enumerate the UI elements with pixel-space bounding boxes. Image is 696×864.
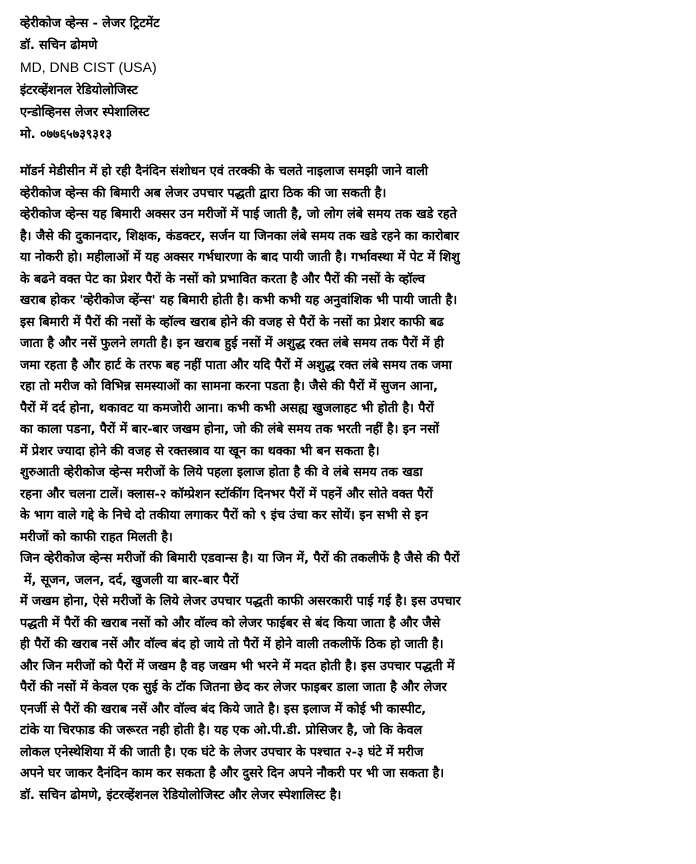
body-line: खराब होकर 'व्हेरीकोज व्हेंन्स' यह बिमारी होती है। कभी कभी यह अनुवांशिक भी पायी जाती है। [20, 292, 458, 308]
section-gap [20, 145, 688, 160]
body-line: जाता है और नसें फुलने लगती है। इन खराब हुई नसों में अशुद्ध रक्त लंबे समय तक पैरों में ही [20, 335, 444, 351]
article-body [20, 160, 688, 805]
body-line: या नोकरी हो। महीलाओं में यह अक्सर गर्भधारणा के बाद पायी जाती है। गर्भावस्था में पेट में शिशु [20, 249, 460, 265]
body-line: ही पैरों की खराब नसें और वॉल्व बंद हो जाये तो पैरों में होने वाली तकलीफें ठिक हो जाती है। [20, 636, 444, 652]
body-line: के बढने वक्त पेट का प्रेशर पैरों के नसों को प्रभावित करता है और पैरों की नसों के व्हॉल्व [20, 270, 425, 286]
body-line: रहना और चलना टालें। क्लास-२ कॉम्प्रेशन स्टॉकींग दिनभर पैरों में पहनें और सोते वक्त पैरों [20, 485, 433, 501]
body-line: में, सूजन, जलन, दर्द, खुजली या बार-बार पैरों [24, 571, 239, 587]
body-line: है। जैसे की दुकानदार, शिक्षक, कंडक्टर, सर्जन या जिनका लंबे समय तक खडे रहने का कारोबार [20, 227, 460, 243]
body-line: पद्धती में पैरों की खराब नसों को और वॉल्व को लेजर फाईबर से बंद किया जाता है और जैसे [20, 614, 441, 630]
body-line: का काला पडना, पैरों में बार-बार जखम होना, जो की लंबे समय तक भरती नहीं है। इन नसों [20, 421, 440, 437]
body-line: पैरों में दर्द होना, थकावट या कमजोरी आना। कभी कभी असह्य खुजलाहट भी होती है। पैरों [20, 399, 434, 415]
body-line: अपने घर जाकर दैनंदिन काम कर सकता है और दुसरे दिन अपने नौकरी पर भी जा सकता है। [20, 765, 445, 781]
doctor-specialty: एन्डोव्हिनस लेजर स्पेशालिस्ट [20, 103, 150, 119]
body-line: लोकल एनेस्थेशिया में की जाती है। एक घंटे के लेजर उपचार के पश्चात २-३ घंटे में मरीज [20, 743, 424, 759]
body-line: पैरों की नसों में केवल एक सुई के टॉक जितना छेद कर लेजर फाइबर डाला जाता है और लेजर [20, 679, 447, 695]
doctor-degree: MD, DNB CIST (USA) [20, 59, 157, 76]
body-line: रहा तो मरीज को विभिन्न समस्याओं का सामना करना पडता है। जैसे की पैरों में सुजन आना, [20, 378, 438, 394]
body-line: शुरुआती व्हेरीकोज व्हेन्स मरीजों के लिये पहला इलाज होता है की वे लंबे समय तक खडा [20, 464, 423, 480]
body-line: टांके या चिरफाड की जरूरत नही होती है। यह एक ओ.पी.डी. प्रोसिजर है, जो कि केवल [20, 722, 423, 738]
mobile-number: मो. ०७७६५७३९३१३ [20, 126, 112, 142]
letter-header [20, 12, 688, 145]
body-line: मरीजों को काफी राहत मिलती है। [20, 528, 173, 544]
doctor-name: डॉ. सचिन ढोमणे [20, 37, 98, 53]
body-line: में जखम होना, ऐसे मरीजों के लिये लेजर उपचार पद्धती काफी असरकारी पाई गई है। इस उपचार [20, 593, 461, 609]
body-line: जिन व्हेरीकोज व्हेन्स मरीजों की बिमारी एडवान्स है। या जिन में, पैरों की तकलीफें है जैसे की पैरों [20, 550, 460, 566]
body-line: इस बिमारी में पैरों की नसों के व्हॉल्व खराब होने की वजह से पैरों के नसों का प्रेशर काफी बढ [20, 313, 444, 329]
body-line: व्हेरीकोज व्हेन्स की बिमारी अब लेजर उपचार पद्धती द्वारा ठिक की जा सकती है। [20, 184, 387, 200]
body-line: में प्रेशर ज्यादा होने की वजह से रक्तस्त्राव या खून का थक्का भी बन सकता है। [20, 442, 380, 458]
document-title: व्हेरीकोज व्हेन्स - लेजर ट्रिटमेंट [20, 15, 160, 30]
doctor-designation: इंटरव्हेंशनल रेडियोलोजिस्ट [20, 81, 138, 97]
body-line: मॉडर्न मेडीसीन में हो रही दैनंदिन संशोधन एवं तरक्की के चलते नाइलाज समझी जाने वाली [20, 163, 429, 179]
body-line: जमा रहता है और हार्ट के तरफ बह नहीं पाता और यदि पैरों में अशुद्ध रक्त लंबे समय तक जमा [20, 356, 452, 372]
body-line: और जिन मरीजों को पैरों में जखम है वह जखम भी भरने में मदत होती है। इस उपचार पद्धती में [20, 657, 455, 673]
body-line: के भाग वाले गद्दे के निचे दो तकीया लगाकर पैरों को ९ इंच उंचा कर सोयें। इन सभी से इन [20, 507, 428, 523]
body-line: डॉ. सचिन ढोमणे, इंटरव्हेंशनल रेडियोलोजिस्ट और लेजर स्पेशालिस्ट है। [20, 786, 342, 802]
body-line: व्हेरीकोज व्हेन्स यह बिमारी अक्सर उन मरीजों में पाई जाती है, जो लोग लंबे समय तक खडे रहते [20, 206, 457, 222]
body-line: एनर्जी से पैरों की खराब नसें और वॉल्व बंद किये जाते है। इस इलाज में कोई भी कास्पीट, [20, 700, 427, 716]
